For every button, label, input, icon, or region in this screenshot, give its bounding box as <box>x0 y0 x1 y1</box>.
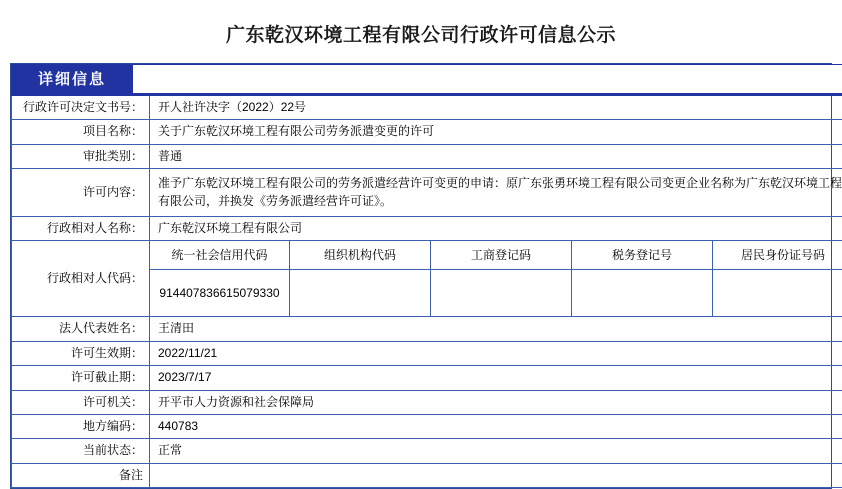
value-approval-type: 普通 <box>150 144 842 168</box>
section-header-filler <box>132 65 842 93</box>
code-header-business-registration: 工商登记码 <box>431 241 572 270</box>
detail-info-table-wrapper <box>10 63 832 489</box>
value-authority: 开平市人力资源和社会保障局 <box>150 390 842 414</box>
table-row <box>12 317 842 341</box>
section-header-label: 详细信息 <box>12 69 132 91</box>
code-value-tax-registration <box>572 270 713 317</box>
label-counterpart-name: 行政相对人名称： <box>12 216 150 240</box>
value-region-code: 440783 <box>150 414 842 438</box>
label-remark: 备注 <box>12 463 150 487</box>
section-header-cell <box>12 65 842 96</box>
table-row <box>12 366 842 390</box>
code-value-org-institution <box>290 270 431 317</box>
code-value-unified-social-credit: 914407836615079330 <box>150 270 290 317</box>
value-decision-doc-no: 开人社许决字（2022）22号 <box>150 96 842 120</box>
table-row <box>12 390 842 414</box>
value-project-name: 关于广东乾汉环境工程有限公司劳务派遣变更的许可 <box>150 120 842 144</box>
table-row <box>12 169 842 217</box>
label-approval-type: 审批类别： <box>12 144 150 168</box>
code-value-id-card <box>713 270 842 317</box>
table-row <box>12 463 842 487</box>
value-remark <box>150 463 842 487</box>
page-title: 广东乾汉环境工程有限公司行政许可信息公示 <box>0 0 842 63</box>
code-header-id-card: 居民身份证号码 <box>713 241 842 270</box>
value-effective-date: 2022/11/21 <box>150 341 842 365</box>
value-expiry-date: 2023/7/17 <box>150 366 842 390</box>
label-counterpart-codes: 行政相对人代码： <box>12 241 150 317</box>
label-project-name: 项目名称： <box>12 120 150 144</box>
table-row <box>12 439 842 463</box>
code-value-business-registration <box>431 270 572 317</box>
table-row-code-headers <box>12 241 842 270</box>
label-decision-doc-no: 行政许可决定文书号： <box>12 96 150 120</box>
label-legal-rep: 法人代表姓名： <box>12 317 150 341</box>
code-header-unified-social-credit: 统一社会信用代码 <box>150 241 290 270</box>
table-row <box>12 120 842 144</box>
table-row-section-header <box>12 65 842 96</box>
value-current-status: 正常 <box>150 439 842 463</box>
table-row <box>12 341 842 365</box>
label-authority: 许可机关： <box>12 390 150 414</box>
label-effective-date: 许可生效期： <box>12 341 150 365</box>
label-license-content: 许可内容： <box>12 169 150 217</box>
code-header-tax-registration: 税务登记号 <box>572 241 713 270</box>
value-legal-rep: 王清田 <box>150 317 842 341</box>
value-license-content: 准予广东乾汉环境工程有限公司的劳务派遣经营许可变更的申请：原广东张勇环境工程有限公司变更企业名称为广东乾汉环境工程有限公司，并换发《劳务派遣经营许可证》。 <box>150 169 842 217</box>
label-current-status: 当前状态： <box>12 439 150 463</box>
label-region-code: 地方编码： <box>12 414 150 438</box>
table-row <box>12 414 842 438</box>
table-row <box>12 144 842 168</box>
label-expiry-date: 许可截止期： <box>12 366 150 390</box>
table-row <box>12 216 842 240</box>
table-row <box>12 96 842 120</box>
code-header-org-institution: 组织机构代码 <box>290 241 431 270</box>
detail-info-table <box>11 64 842 488</box>
value-counterpart-name: 广东乾汉环境工程有限公司 <box>150 216 842 240</box>
